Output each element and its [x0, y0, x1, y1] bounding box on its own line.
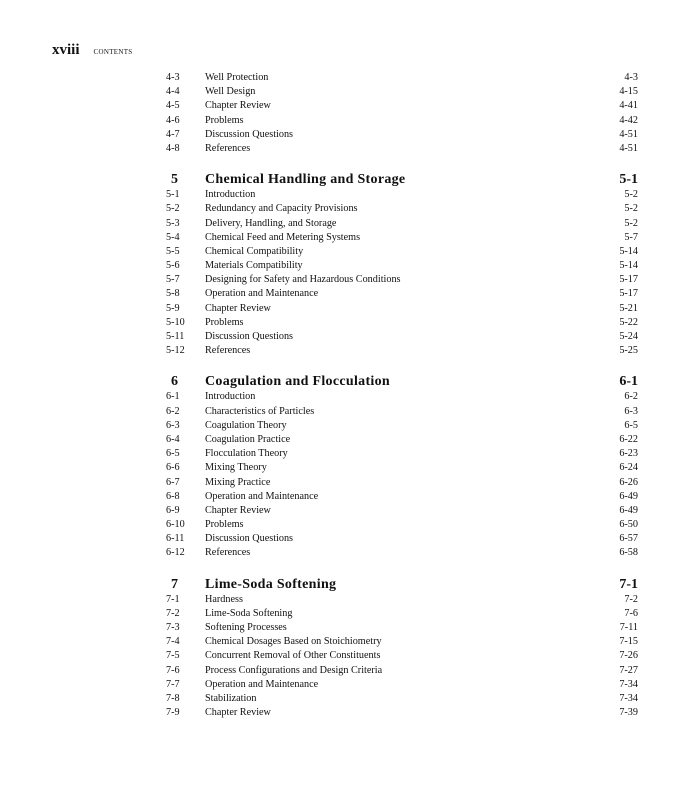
toc-section [166, 373, 638, 560]
toc-entry[interactable] [166, 287, 638, 301]
entry-page: 5-14 [619, 260, 638, 272]
chapter-page: 6-1 [619, 374, 638, 390]
entry-title: Well Protection [205, 72, 269, 83]
entry-page: 5-2 [624, 189, 638, 201]
entry-page: 5-14 [619, 245, 638, 257]
entry-title: Well Design [205, 86, 256, 98]
toc-entry[interactable] [166, 259, 638, 273]
entry-number: 5-10 [166, 316, 185, 328]
entry-number: 6-10 [166, 519, 185, 531]
chapter-heading[interactable] [166, 373, 638, 390]
toc-entry[interactable] [166, 635, 638, 649]
entry-number: 6-2 [166, 405, 180, 417]
entry-title: Redundancy and Capacity Provisions [205, 203, 358, 215]
entry-number: 5-11 [166, 331, 185, 342]
toc-entry[interactable] [166, 316, 638, 330]
toc-entry[interactable] [166, 607, 638, 621]
toc-entry[interactable] [166, 447, 638, 461]
entry-page: 7-15 [619, 636, 638, 648]
entry-number: 6-4 [166, 433, 180, 445]
entry-title: Operation and Maintenance [205, 490, 319, 502]
entry-title: Mixing Theory [205, 462, 267, 474]
entry-title: Process Configurations and Design Criteria [205, 664, 383, 676]
chapter-number: 5 [171, 172, 178, 188]
entry-title: Problems [205, 114, 244, 126]
entry-title: Softening Processes [205, 622, 287, 633]
toc-entry[interactable] [166, 344, 638, 358]
entry-number: 4-5 [166, 100, 180, 112]
entry-number: 5-1 [166, 189, 180, 201]
entry-number: 6-12 [166, 547, 185, 559]
entry-number: 7-1 [166, 593, 180, 605]
entry-number: 6-8 [166, 490, 180, 502]
entry-number: 4-7 [166, 128, 180, 140]
entry-number: 6-1 [166, 391, 180, 403]
toc-entry[interactable] [166, 593, 638, 607]
entry-page: 6-23 [619, 448, 638, 460]
entry-title: Materials Compatibility [205, 260, 303, 272]
entry-page: 7-34 [619, 692, 638, 704]
entry-number: 5-8 [166, 288, 180, 300]
toc-entry[interactable] [166, 692, 638, 706]
entry-number: 4-4 [166, 86, 180, 98]
toc-entry[interactable] [166, 664, 638, 678]
entry-number: 6-9 [166, 504, 180, 516]
entry-title: Lime-Soda Softening [205, 607, 293, 619]
entry-page: 5-7 [624, 231, 638, 243]
entry-page: 4-42 [619, 114, 638, 126]
entry-title: Chemical Compatibility [205, 245, 304, 257]
entry-number: 5-12 [166, 345, 185, 357]
toc-entry[interactable] [166, 504, 638, 518]
entry-title: Concurrent Removal of Other Constituents [205, 650, 381, 662]
entry-title: Hardness [205, 593, 243, 605]
toc-entry[interactable] [166, 273, 638, 287]
entry-title: Problems [205, 519, 244, 531]
toc-entry[interactable] [166, 476, 638, 490]
entry-title: Chemical Dosages Based on Stoichiometry [205, 636, 382, 648]
entry-title: Flocculation Theory [205, 448, 288, 460]
entry-number: 4-6 [166, 114, 180, 126]
toc-entry[interactable] [166, 490, 638, 504]
toc-entry[interactable] [166, 621, 638, 635]
entry-page: 4-51 [619, 142, 638, 154]
entry-number: 7-8 [166, 692, 180, 704]
entry-number: 7-6 [166, 664, 180, 676]
toc-section [166, 171, 638, 358]
toc-entry[interactable] [166, 188, 638, 202]
toc-entry[interactable] [166, 202, 638, 216]
entry-title: Discussion Questions [205, 128, 294, 140]
toc-entry[interactable] [166, 649, 638, 663]
toc-entry[interactable] [166, 433, 638, 447]
entry-page: 5-17 [619, 274, 638, 286]
entry-title: Discussion Questions [205, 533, 294, 545]
entry-page: 7-39 [619, 707, 638, 719]
chapter-heading[interactable] [166, 171, 638, 188]
entry-page: 4-15 [619, 86, 638, 98]
entry-title: Chapter Review [205, 504, 271, 516]
chapter-heading[interactable] [166, 576, 638, 593]
entry-page: 6-5 [624, 419, 638, 431]
toc-section [166, 576, 638, 721]
entry-title: Coagulation Practice [205, 433, 291, 445]
toc-entry[interactable] [166, 99, 638, 113]
chapter-title: Lime-Soda Softening [205, 576, 337, 592]
chapter-title: Coagulation and Flocculation [205, 374, 390, 390]
entry-title: Mixing Practice [205, 476, 271, 488]
toc-entry[interactable] [166, 142, 638, 156]
entry-number: 5-4 [166, 231, 180, 243]
entry-title: Characteristics of Particles [205, 405, 315, 417]
entry-number: 5-2 [166, 203, 180, 215]
entry-page: 7-26 [619, 650, 638, 662]
entry-page: 5-2 [624, 217, 638, 229]
entry-page: 6-58 [619, 547, 638, 559]
entry-title: Introduction [205, 189, 256, 201]
entry-page: 6-26 [619, 476, 638, 488]
entry-number: 6-3 [166, 419, 180, 431]
entry-page: 7-34 [619, 678, 638, 690]
entry-page: 7-27 [619, 664, 638, 676]
entry-number: 7-5 [166, 650, 180, 662]
toc-entry[interactable] [166, 461, 638, 475]
entry-number: 5-5 [166, 245, 180, 257]
toc-entry[interactable] [166, 532, 638, 546]
toc-entry[interactable] [166, 302, 638, 316]
entry-page: 6-49 [619, 504, 638, 516]
entry-title: Chapter Review [205, 707, 271, 719]
entry-title: Discussion Questions [205, 331, 294, 342]
entry-page: 6-49 [619, 490, 638, 502]
entry-number: 5-9 [166, 302, 180, 314]
entry-title: Introduction [205, 391, 256, 403]
entry-title: Chemical Feed and Metering Systems [205, 231, 361, 243]
toc-entry[interactable] [166, 114, 638, 128]
entry-page: 5-24 [619, 331, 638, 342]
entry-page: 7-2 [624, 593, 638, 605]
running-head [52, 42, 132, 59]
entry-title: Operation and Maintenance [205, 288, 319, 300]
chapter-title: Chemical Handling and Storage [205, 172, 406, 188]
toc-entry[interactable] [166, 245, 638, 259]
entry-number: 5-7 [166, 274, 180, 286]
entry-number: 6-11 [166, 533, 185, 545]
entry-page: 6-3 [624, 405, 638, 417]
entry-page: 4-41 [619, 100, 638, 112]
running-title: CONTENTS [93, 48, 133, 56]
toc-entry[interactable] [166, 231, 638, 245]
chapter-page: 5-1 [619, 172, 638, 188]
entry-title: Chapter Review [205, 100, 271, 112]
entry-number: 7-7 [166, 678, 180, 690]
entry-number: 4-3 [166, 72, 180, 83]
entry-page: 5-22 [619, 316, 638, 328]
toc-section [166, 71, 638, 156]
entry-page: 5-25 [619, 345, 638, 357]
entry-title: Problems [205, 316, 244, 328]
entry-number: 5-6 [166, 260, 180, 272]
entry-page: 5-17 [619, 288, 638, 300]
chapter-number: 6 [171, 374, 178, 390]
entry-number: 4-8 [166, 142, 180, 154]
entry-number: 7-2 [166, 607, 180, 619]
toc-entry[interactable] [166, 405, 638, 419]
entry-title: Coagulation Theory [205, 419, 287, 431]
entry-number: 6-5 [166, 448, 180, 460]
entry-number: 6-6 [166, 462, 180, 474]
entry-page: 7-11 [619, 622, 638, 633]
chapter-page: 7-1 [619, 576, 638, 592]
entry-page: 4-51 [619, 128, 638, 140]
entry-page: 6-50 [619, 519, 638, 531]
entry-page: 6-57 [619, 533, 638, 545]
entry-title: References [205, 547, 251, 559]
toc-entry[interactable] [166, 330, 638, 344]
toc-entry[interactable] [166, 678, 638, 692]
toc-entry[interactable] [166, 706, 638, 720]
entry-page: 6-22 [619, 433, 638, 445]
entry-number: 7-4 [166, 636, 180, 648]
entry-page: 6-24 [619, 462, 638, 474]
toc-entry[interactable] [166, 71, 638, 85]
entry-title: Stabilization [205, 692, 257, 704]
entry-page: 6-2 [624, 391, 638, 403]
entry-title: Operation and Maintenance [205, 678, 319, 690]
toc-entry[interactable] [166, 390, 638, 404]
toc-entry[interactable] [166, 419, 638, 433]
entry-number: 5-3 [166, 217, 180, 229]
toc-entry[interactable] [166, 85, 638, 99]
entry-title: Delivery, Handling, and Storage [205, 217, 337, 229]
entry-number: 7-3 [166, 622, 180, 633]
entry-number: 7-9 [166, 707, 180, 719]
entry-page: 4-3 [624, 72, 638, 83]
toc-entry[interactable] [166, 518, 638, 532]
entry-page: 7-6 [624, 607, 638, 619]
entry-title: Chapter Review [205, 302, 271, 314]
entry-page: 5-2 [624, 203, 638, 215]
entry-page: 5-21 [619, 302, 638, 314]
entry-number: 6-7 [166, 476, 180, 488]
toc-entry[interactable] [166, 128, 638, 142]
entry-title: Designing for Safety and Hazardous Conditions [205, 274, 401, 286]
chapter-number: 7 [171, 576, 178, 592]
entry-title: References [205, 345, 251, 357]
page-number: xviii [52, 42, 80, 58]
entry-title: References [205, 142, 251, 154]
toc-entry[interactable] [166, 217, 638, 231]
toc-entry[interactable] [166, 546, 638, 560]
table-of-contents [166, 71, 638, 720]
